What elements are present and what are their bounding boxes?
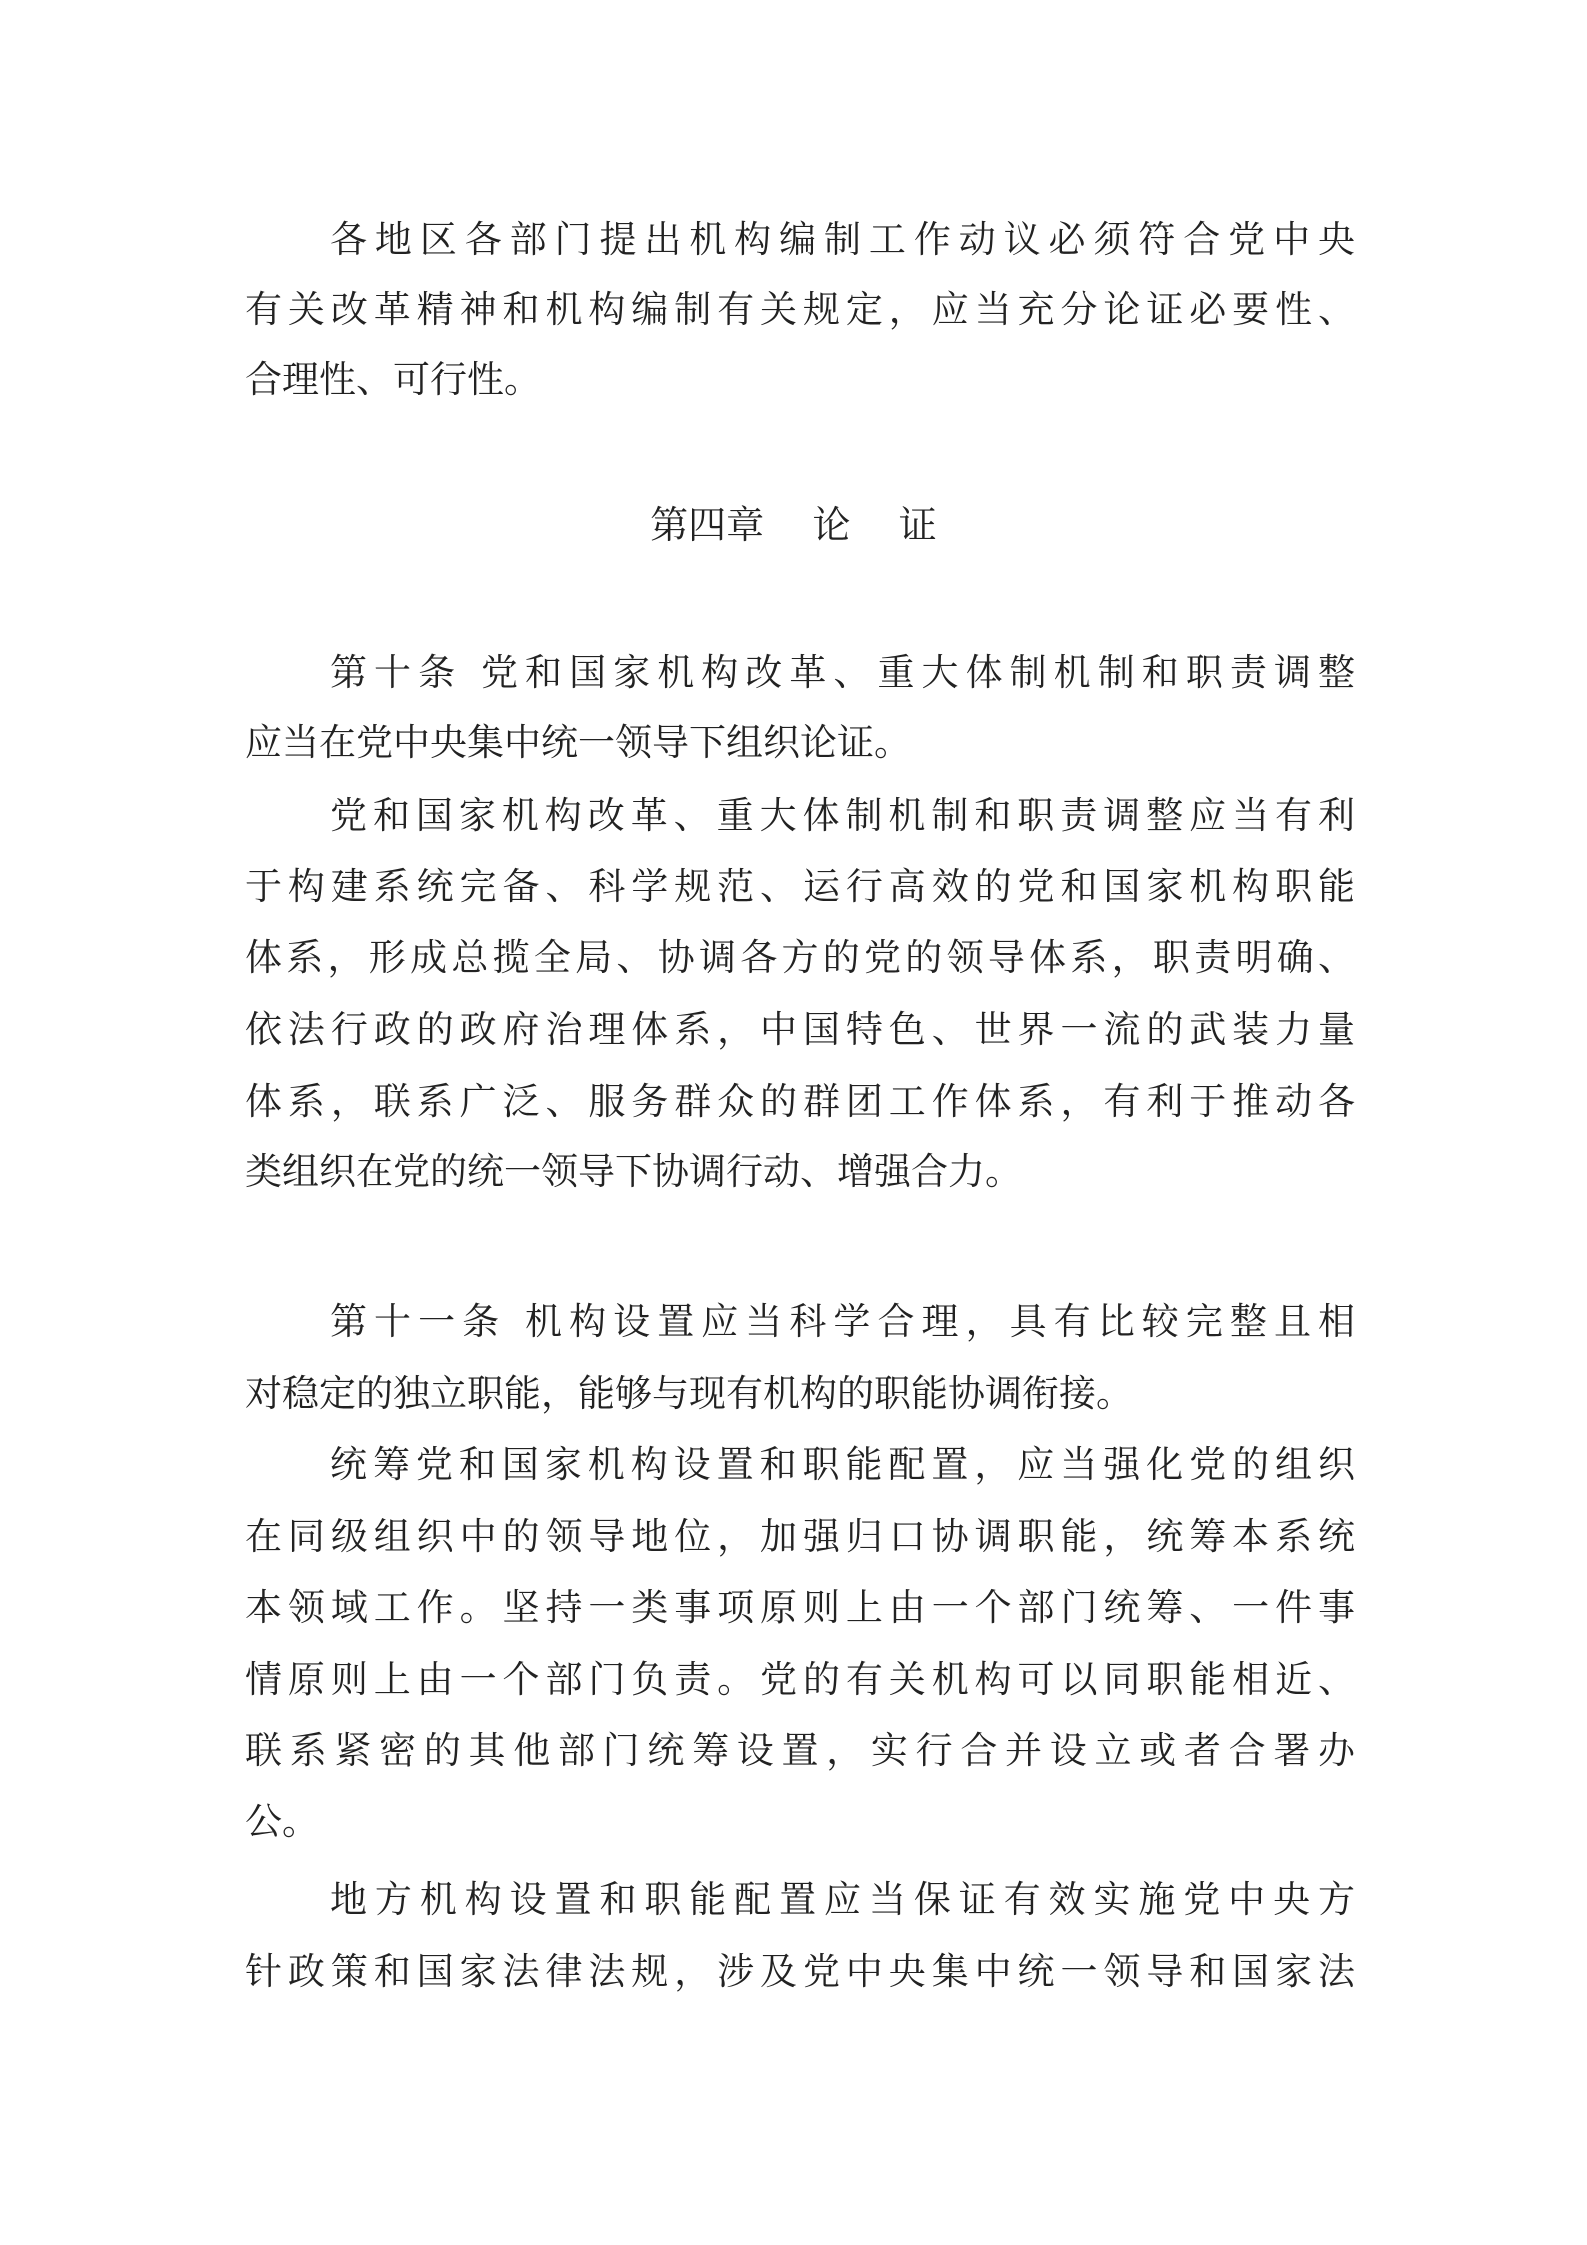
article10-para2-line-6: 类组织在党的统一领导下协调行动、增强合力。 xyxy=(245,1150,1022,1193)
article11-para1-line-1: 第十一条 机构设置应当科学合理，具有比较完整且相 xyxy=(330,1300,1355,1343)
article10-para2-line-4: 依法行政的政府治理体系，中国特色、世界一流的武装力量 xyxy=(245,1008,1355,1051)
article11-para3-line-2: 针政策和国家法律法规，涉及党中央集中统一领导和国家法 xyxy=(245,1950,1355,1993)
chapter-heading: 第四章 论 证 xyxy=(650,503,937,547)
article11-para1-line-2: 对稳定的独立职能，能够与现有机构的职能协调衔接。 xyxy=(245,1372,1133,1415)
article10-para2-line-2: 于构建系统完备、科学规范、运行高效的党和国家机构职能 xyxy=(245,865,1355,908)
article11-para2-line-6: 公。 xyxy=(245,1800,319,1843)
intro-line-2: 有关改革精神和机构编制有关规定，应当充分论证必要性、 xyxy=(245,288,1355,331)
article11-para3-line-1: 地方机构设置和职能配置应当保证有效实施党中央方 xyxy=(330,1878,1355,1921)
intro-line-3: 合理性、可行性。 xyxy=(245,358,541,401)
article11-para2-line-5: 联系紧密的其他部门统筹设置，实行合并设立或者合署办 xyxy=(245,1729,1355,1772)
article10-para1-line-1: 第十条 党和国家机构改革、重大体制机制和职责调整 xyxy=(330,651,1355,694)
article11-para2-line-4: 情原则上由一个部门负责。党的有关机构可以同职能相近、 xyxy=(245,1658,1355,1701)
intro-line-1: 各地区各部门提出机构编制工作动议必须符合党中央 xyxy=(330,218,1355,261)
article10-para2-line-5: 体系，联系广泛、服务群众的群团工作体系，有利于推动各 xyxy=(245,1080,1355,1123)
article10-para2-line-3: 体系，形成总揽全局、协调各方的党的领导体系，职责明确、 xyxy=(245,936,1355,979)
article11-para2-line-1: 统筹党和国家机构设置和职能配置，应当强化党的组织 xyxy=(330,1443,1355,1486)
article10-para2-line-1: 党和国家机构改革、重大体制机制和职责调整应当有利 xyxy=(330,794,1355,837)
article11-para2-line-3: 本领域工作。坚持一类事项原则上由一个部门统筹、一件事 xyxy=(245,1586,1355,1629)
article11-para2-line-2: 在同级组织中的领导地位，加强归口协调职能，统筹本系统 xyxy=(245,1515,1355,1558)
article10-para1-line-2: 应当在党中央集中统一领导下组织论证。 xyxy=(245,721,911,764)
